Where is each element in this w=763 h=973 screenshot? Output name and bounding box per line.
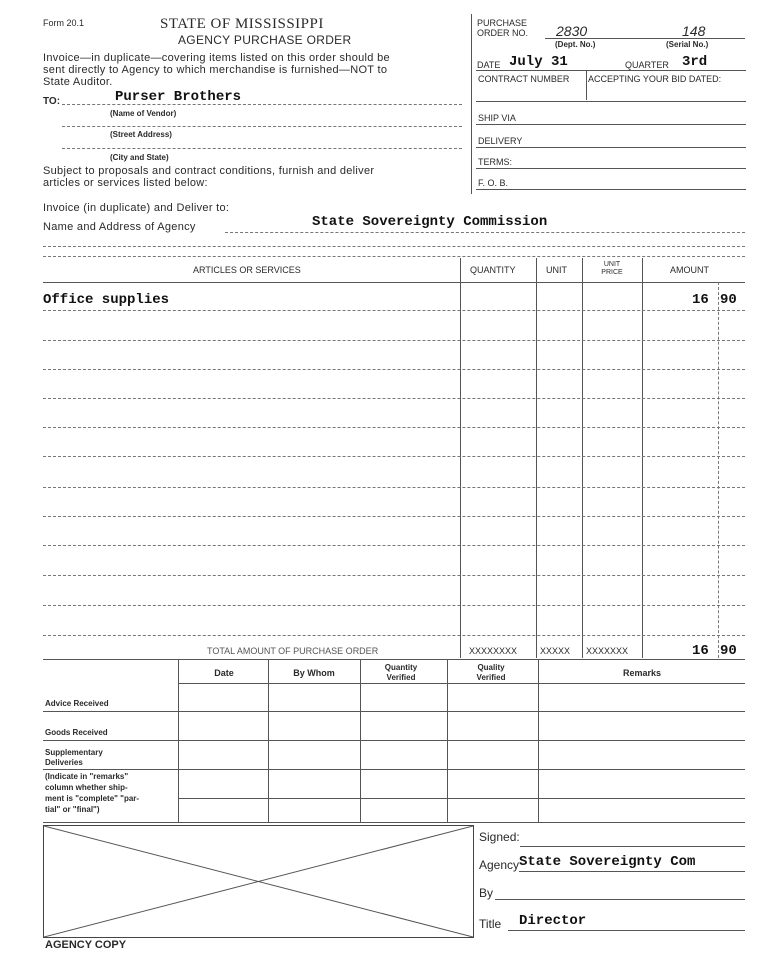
header-quantity: QUANTITY bbox=[470, 265, 516, 275]
agency-address-label: Name and Address of Agency bbox=[43, 221, 196, 233]
instructions-line-1: Invoice—in duplicate—covering items listed on this order should be bbox=[43, 52, 390, 64]
signer-title: Director bbox=[519, 913, 587, 929]
vendor-name-caption: (Name of Vendor) bbox=[110, 109, 177, 118]
quarter-value: 3rd bbox=[682, 54, 708, 70]
po-label-2: ORDER NO. bbox=[477, 28, 529, 38]
header-unit-price-2: PRICE bbox=[601, 269, 623, 276]
po-date: July 31 bbox=[509, 54, 568, 70]
item-amount-cents: 90 bbox=[720, 292, 737, 308]
serial-number: 148 bbox=[682, 23, 706, 39]
date-label: DATE bbox=[477, 60, 501, 70]
header-articles: ARTICLES OR SERVICES bbox=[193, 265, 301, 275]
contract-number-label: CONTRACT NUMBER bbox=[478, 74, 570, 84]
dept-caption: (Dept. No.) bbox=[555, 40, 596, 49]
subject-line-2: articles or services listed below: bbox=[43, 177, 208, 189]
total-label: TOTAL AMOUNT OF PURCHASE ORDER bbox=[207, 646, 379, 656]
header-unit: UNIT bbox=[546, 265, 567, 275]
order-title: AGENCY PURCHASE ORDER bbox=[178, 33, 352, 47]
quarter-label: QUARTER bbox=[625, 60, 669, 70]
serial-caption: (Serial No.) bbox=[666, 40, 709, 49]
total-price-fill: XXXXXXX bbox=[586, 646, 629, 656]
item-amount-dollars: 16 bbox=[692, 292, 709, 308]
remarks-note-4: tial" or "final") bbox=[45, 805, 100, 814]
header-unit-price-1: UNIT bbox=[603, 261, 621, 268]
supplementary-label-1: Supplementary bbox=[45, 748, 103, 757]
vendor-name: Purser Brothers bbox=[115, 89, 242, 105]
sign-agency: State Sovereignty Com bbox=[519, 854, 696, 870]
bid-dated-label: ACCEPTING YOUR BID DATED: bbox=[588, 74, 722, 84]
subject-line-1: Subject to proposals and contract conditions, furnish and deliver bbox=[43, 165, 375, 177]
recv-header-quality-1: Quality bbox=[477, 663, 505, 672]
delivery-agency: State Sovereignty Commission bbox=[312, 214, 548, 230]
sign-agency-label: Agency bbox=[479, 858, 520, 872]
supplementary-label-2: Deliveries bbox=[45, 758, 83, 767]
recv-header-qty-1: Quantity bbox=[384, 663, 418, 672]
delivery-label: DELIVERY bbox=[478, 136, 523, 146]
deliver-line-1: Invoice (in duplicate) and Deliver to: bbox=[43, 202, 230, 214]
ship-via-label: SHIP VIA bbox=[478, 113, 516, 123]
signed-label: Signed: bbox=[479, 830, 520, 844]
total-qty-fill: XXXXXXXX bbox=[469, 646, 518, 656]
remarks-note-3: ment is "complete" "par- bbox=[45, 794, 140, 803]
item-article: Office supplies bbox=[43, 292, 170, 308]
agency-copy-label: AGENCY COPY bbox=[45, 939, 127, 951]
recv-header-quality-2: Verified bbox=[476, 673, 506, 682]
po-label-1: PURCHASE bbox=[477, 18, 528, 28]
total-amount-dollars: 16 bbox=[692, 643, 709, 659]
instructions-line-2: sent directly to Agency to which merchandise is furnished—NOT to bbox=[43, 64, 388, 76]
total-amount-cents: 90 bbox=[720, 643, 737, 659]
advice-received-label: Advice Received bbox=[45, 699, 109, 708]
terms-label: TERMS: bbox=[478, 157, 513, 167]
to-label: TO: bbox=[43, 96, 61, 107]
recv-header-remarks: Remarks bbox=[623, 668, 662, 678]
crossed-out-box bbox=[43, 825, 474, 938]
form-number: Form 20.1 bbox=[43, 18, 85, 28]
recv-header-qty-2: Verified bbox=[386, 673, 416, 682]
title-label: Title bbox=[479, 917, 502, 931]
header-amount: AMOUNT bbox=[670, 265, 709, 275]
fob-label: F. O. B. bbox=[478, 178, 509, 188]
remarks-note-2: column whether ship- bbox=[45, 783, 128, 792]
city-caption: (City and State) bbox=[110, 153, 169, 162]
recv-header-date: Date bbox=[214, 668, 234, 678]
by-label: By bbox=[479, 886, 494, 900]
remarks-note-1: (Indicate in "remarks" bbox=[45, 772, 129, 781]
state-title: STATE OF MISSISSIPPI bbox=[160, 16, 324, 32]
street-caption: (Street Address) bbox=[110, 130, 172, 139]
goods-received-label: Goods Received bbox=[45, 728, 108, 737]
total-unit-fill: XXXXX bbox=[540, 646, 571, 656]
dept-number: 2830 bbox=[556, 23, 588, 39]
instructions-line-3: State Auditor. bbox=[43, 76, 113, 88]
recv-header-by-whom: By Whom bbox=[293, 668, 335, 678]
